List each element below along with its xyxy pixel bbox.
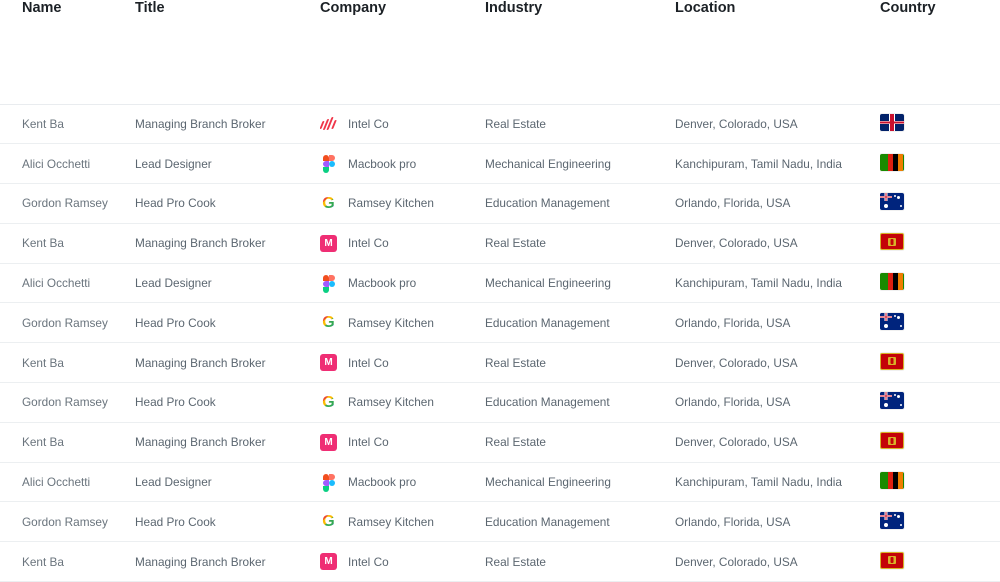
cell-country [880, 104, 1000, 144]
cell-company [320, 542, 485, 582]
zambia-flag-icon [880, 154, 904, 171]
table-row[interactable] [0, 303, 1000, 343]
company-name-label: Intel Co [348, 116, 389, 131]
cell-location: Orlando, Florida, USA [675, 383, 880, 423]
cell-country [880, 422, 1000, 462]
cell-name: Alici Occhetti [0, 263, 135, 303]
zambia-flag-icon [880, 273, 904, 290]
cell-country [880, 184, 1000, 224]
united-kingdom-flag-icon [880, 114, 904, 131]
cell-industry: Real Estate [485, 422, 675, 462]
cell-industry: Real Estate [485, 343, 675, 383]
cell-title: Head Pro Cook [135, 184, 320, 224]
cell-company [320, 144, 485, 184]
table-header-divider [0, 52, 1000, 104]
cell-country [880, 223, 1000, 263]
cell-location: Orlando, Florida, USA [675, 502, 880, 542]
australia-flag-icon [880, 193, 904, 210]
cell-industry: Education Management [485, 184, 675, 224]
column-header-company[interactable]: Company [320, 0, 387, 16]
cell-title: Lead Designer [135, 144, 320, 184]
cell-title: Managing Branch Broker [135, 223, 320, 263]
cell-company [320, 303, 485, 343]
cell-company [320, 422, 485, 462]
cell-name: Kent Ba [0, 223, 135, 263]
cell-name: Alici Occhetti [0, 144, 135, 184]
cell-title: Managing Branch Broker [135, 422, 320, 462]
table-row[interactable] [0, 104, 1000, 144]
column-header-title[interactable]: Title [135, 0, 165, 16]
table-row[interactable] [0, 422, 1000, 462]
cell-name: Alici Occhetti [0, 462, 135, 502]
cell-industry: Real Estate [485, 223, 675, 263]
intel-streak-icon [320, 115, 337, 132]
cell-industry: Real Estate [485, 542, 675, 582]
montenegro-flag-icon [880, 552, 904, 569]
montenegro-flag-icon [880, 353, 904, 370]
cell-title: Managing Branch Broker [135, 542, 320, 582]
divider-line [0, 52, 1000, 104]
zambia-flag-icon [880, 472, 904, 489]
column-header-country[interactable]: Country [880, 0, 936, 16]
figma-icon [320, 155, 337, 172]
table-header [0, 0, 1000, 104]
cell-location: Denver, Colorado, USA [675, 223, 880, 263]
figma-icon [320, 474, 337, 491]
cell-name: Gordon Ramsey [0, 184, 135, 224]
australia-flag-icon [880, 313, 904, 330]
cell-company [320, 343, 485, 383]
cell-country [880, 144, 1000, 184]
m-square-icon: M [320, 434, 337, 451]
cell-title: Lead Designer [135, 462, 320, 502]
cell-title: Managing Branch Broker [135, 343, 320, 383]
table-row[interactable] [0, 343, 1000, 383]
company-name-label: Intel Co [348, 236, 389, 251]
cell-company [320, 383, 485, 423]
cell-company [320, 263, 485, 303]
m-square-icon: M [320, 235, 337, 252]
cell-name: Kent Ba [0, 422, 135, 462]
column-header-industry[interactable]: Industry [485, 0, 543, 16]
company-name-label: Ramsey Kitchen [348, 514, 434, 529]
cell-location: Orlando, Florida, USA [675, 184, 880, 224]
cell-location: Denver, Colorado, USA [675, 104, 880, 144]
table-row[interactable] [0, 223, 1000, 263]
table-row[interactable] [0, 462, 1000, 502]
cell-country [880, 542, 1000, 582]
cell-industry: Education Management [485, 502, 675, 542]
column-header-location[interactable]: Location [675, 0, 736, 16]
table-header-row [0, 0, 1000, 52]
cell-company [320, 223, 485, 263]
cell-location: Denver, Colorado, USA [675, 542, 880, 582]
table-row[interactable] [0, 383, 1000, 423]
cell-title: Managing Branch Broker [135, 104, 320, 144]
google-icon: G [320, 314, 337, 331]
company-name-label: Intel Co [348, 554, 389, 569]
cell-name: Gordon Ramsey [0, 303, 135, 343]
table-row[interactable] [0, 144, 1000, 184]
google-icon: G [320, 394, 337, 411]
cell-title: Head Pro Cook [135, 502, 320, 542]
cell-location: Kanchipuram, Tamil Nadu, India [675, 462, 880, 502]
cell-country [880, 383, 1000, 423]
cell-company [320, 104, 485, 144]
australia-flag-icon [880, 512, 904, 529]
figma-icon [320, 275, 337, 292]
company-name-label: Ramsey Kitchen [348, 395, 434, 410]
column-header-name[interactable]: Name [22, 0, 62, 16]
company-name-label: Ramsey Kitchen [348, 315, 434, 330]
cell-name: Kent Ba [0, 104, 135, 144]
company-name-label: Macbook pro [348, 156, 417, 171]
cell-industry: Real Estate [485, 104, 675, 144]
cell-company [320, 184, 485, 224]
cell-location: Orlando, Florida, USA [675, 303, 880, 343]
cell-title: Head Pro Cook [135, 303, 320, 343]
cell-name: Kent Ba [0, 542, 135, 582]
google-icon: G [320, 195, 337, 212]
cell-industry: Education Management [485, 303, 675, 343]
australia-flag-icon [880, 392, 904, 409]
table-row[interactable] [0, 184, 1000, 224]
cell-name: Kent Ba [0, 343, 135, 383]
m-square-icon: M [320, 354, 337, 371]
cell-title: Head Pro Cook [135, 383, 320, 423]
cell-location: Denver, Colorado, USA [675, 343, 880, 383]
cell-industry: Mechanical Engineering [485, 462, 675, 502]
cell-location: Kanchipuram, Tamil Nadu, India [675, 263, 880, 303]
table-row[interactable] [0, 263, 1000, 303]
company-name-label: Macbook pro [348, 276, 417, 291]
m-square-icon: M [320, 553, 337, 570]
cell-country [880, 343, 1000, 383]
cell-company [320, 462, 485, 502]
company-name-label: Ramsey Kitchen [348, 196, 434, 211]
company-name-label: Intel Co [348, 355, 389, 370]
table-row[interactable] [0, 542, 1000, 582]
google-icon: G [320, 513, 337, 530]
cell-location: Denver, Colorado, USA [675, 422, 880, 462]
cell-industry: Mechanical Engineering [485, 144, 675, 184]
montenegro-flag-icon [880, 233, 904, 250]
montenegro-flag-icon [880, 432, 904, 449]
cell-country [880, 303, 1000, 343]
cell-industry: Mechanical Engineering [485, 263, 675, 303]
company-name-label: Macbook pro [348, 475, 417, 490]
cell-industry: Education Management [485, 383, 675, 423]
cell-name: Gordon Ramsey [0, 383, 135, 423]
cell-location: Kanchipuram, Tamil Nadu, India [675, 144, 880, 184]
table-body [0, 104, 1000, 582]
cell-title: Lead Designer [135, 263, 320, 303]
cell-name: Gordon Ramsey [0, 502, 135, 542]
company-name-label: Intel Co [348, 435, 389, 450]
cell-country [880, 462, 1000, 502]
cell-country [880, 263, 1000, 303]
